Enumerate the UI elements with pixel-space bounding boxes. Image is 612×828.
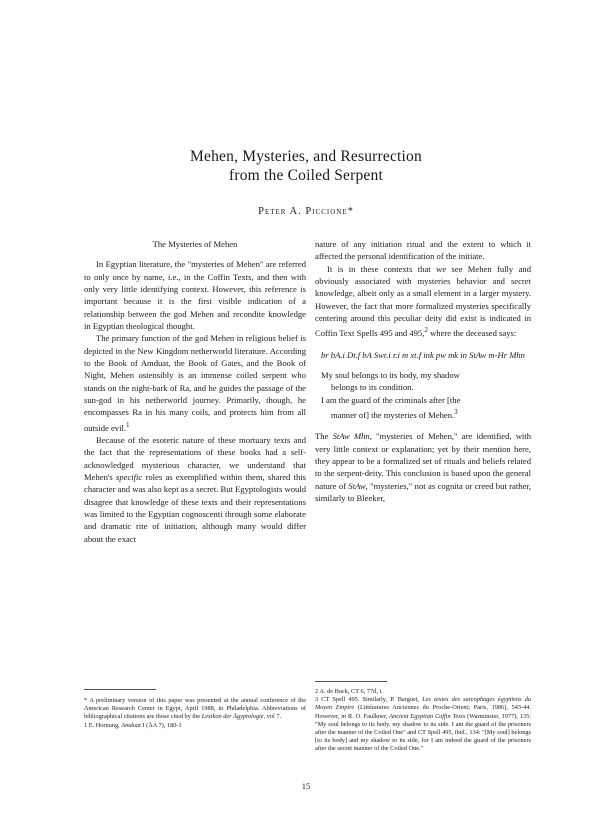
footnote-star-emphasis: Lexikon der Ägyptologie: [201, 713, 264, 721]
footnote-3-text-b: (Littératures Anciennes du Proche-Orient; Paris, 1986), 543-44. However, in R. O. Faulkner,: [315, 704, 531, 720]
footnote-3: [315, 696, 531, 753]
left-paragraph-2: [84, 332, 306, 434]
right-paragraph-3-emphasis-2: StAw: [348, 480, 366, 491]
page-number: 15: [301, 781, 311, 791]
right-paragraph-2: [315, 263, 531, 340]
footnote-rule-right: [315, 681, 387, 682]
right-paragraph-1: nature of any initiation ritual and the extent to which it affected the personal identification of the initiate.: [315, 239, 531, 262]
left-column: [84, 238, 306, 545]
footnote-1-end: I (ÄA 7), 180-1: [140, 721, 182, 729]
section-heading: The Mysteries of Mehen: [152, 239, 238, 249]
right-paragraph-3-emphasis: StAw Mhn: [332, 431, 370, 442]
left-paragraph-3-text-a: Because of the esoteric nature of these mortuary texts and the fact that the representations of these books had a self-acknowledged mysterious character, we understand that Mehen's: [84, 435, 306, 483]
footnote-3-emphasis-2: Ancient Egyptian Coffin Texts: [389, 712, 466, 720]
footnotes-left: [84, 697, 306, 730]
right-paragraph-3: [315, 430, 531, 504]
footnote-1: [84, 722, 306, 730]
footnote-star-end: , vol 7.: [263, 713, 282, 721]
right-paragraph-3-text-b: , "mysteries of Mehen," are identified, with very little context or explanation; yet by their mention here, they appear to be a formalized set of rituals and beliefs related to the serpent-deity. This conclusion is based upon the general nature of: [315, 431, 531, 491]
left-paragraph-1: In Egyptian literature, the "mysteries of Mehen" are referred to only once by name, i.e., in the Coffin Texts, and then with only very little identifying context. However, this reference is important because it is the first visible indication of a relationship between the god Mehen and recondite knowledge in Egyptian theological thought.: [84, 259, 306, 332]
right-paragraph-3-text-c: , "mysteries," not as cognita or creed but rather, similarly to Bleeker,: [315, 480, 532, 503]
transliteration-line-1: br bA.i Dt.f bA Swt.i r.i m xt.f: [321, 349, 422, 360]
author-name: Peter A. Piccione*: [258, 206, 354, 217]
right-paragraph-3-text-a: The: [315, 431, 333, 442]
translation-verse-2: [321, 394, 531, 422]
footnote-3-text-c: (Warminster, 1977), 135: "My soul belongs to its body, my shadow to its side. I am the guard of the prisoners after the manner of the Coiled One" and CT Spell 495, ibid., 134: "[My soul] belongs [to its body] and my shadow to its side, for I am indeed the guard of the prisoners after the secret manner of the Coiled One.": [315, 712, 531, 753]
footnotes-right: [315, 688, 531, 754]
footnote-1-emphasis: Amduat: [121, 721, 141, 729]
verse-2-continuation: [321, 406, 531, 421]
transliteration-line-2: ink pw mk in StAw m-Hr Mhn: [423, 349, 525, 360]
footnote-3-text-a: 3 CT Spell 495. Similarly, P. Barguet,: [315, 696, 423, 704]
footnote-rule-left: [84, 689, 156, 690]
footnote-ref-3: 3: [454, 407, 458, 416]
right-column: [315, 238, 531, 504]
article-title-line-2: from the Coiled Serpent: [229, 167, 383, 184]
left-paragraph-3: [84, 434, 306, 545]
verse-1-continuation: belongs to its condition.: [331, 382, 414, 393]
left-paragraph-3-text-b: roles as exemplified within them, shared this character and was also kept as a secret. But Egyptologists would disagree that knowledge of these texts and their representations was limited to the Egyptian cognoscenti through some elaborate and dramatic rite of initiation, although many would differ about the exact: [84, 472, 306, 544]
footnote-1-text: 1 E. Hornung,: [84, 721, 122, 729]
article-title-line-1: Mehen, Mysteries, and Resurrection: [190, 148, 422, 165]
verse-2-line: I am the guard of the criminals after [the: [321, 394, 461, 405]
footnote-ref-1: 1: [126, 420, 130, 429]
footnote-star-text: * A preliminary version of this paper was presented at the annual conference of the American Research Center in Egypt, April 1988, in Philadelphia. Abbreviations of bibliographical citations are those cited by the: [84, 697, 306, 721]
verse-2-continuation-text: manner of] the mysteries of Mehen.: [331, 409, 455, 420]
footnote-star: [84, 697, 306, 722]
right-paragraph-2-text: It is in these contexts that we see Mehen fully and obviously associated with mysteries behavior and secret knowledge, albeit only as a small element in a larger mystery. However, the fact that more formalized mysteries specifically centering around this peculiar deity did exist is indicated in Coffin Text Spells 495 and 495,: [315, 263, 531, 339]
footnote-ref-2: 2: [424, 326, 428, 335]
footnote-3-emphasis: Les textes des sarcophages égyptiens du Moyen Empire: [315, 696, 531, 712]
transliteration: [321, 349, 531, 361]
verse-1-line: My soul belongs to its body, my shadow: [321, 369, 460, 380]
translation-verse-1: [321, 369, 531, 394]
footnote-2: 2 A. de Buck, CT 6, 77d, i.: [315, 688, 383, 695]
left-paragraph-2-text: The primary function of the god Mehen in religious belief is depicted in the New Kingdom netherworld literature. According to the Book of Amduat, the Book of Gates, and the Book of Night, Mehen ostensibly is an immense coiled serpent who stands on the night-bark of Ra, and he guides the passage of the sun-god in his netherworld journey. Primarily, though, he encompasses Ra in his many coils, and protects him from all outside evil.: [84, 333, 306, 433]
left-paragraph-3-emphasis: specific: [116, 472, 143, 483]
right-paragraph-2-end: where the deceased says:: [427, 328, 517, 339]
